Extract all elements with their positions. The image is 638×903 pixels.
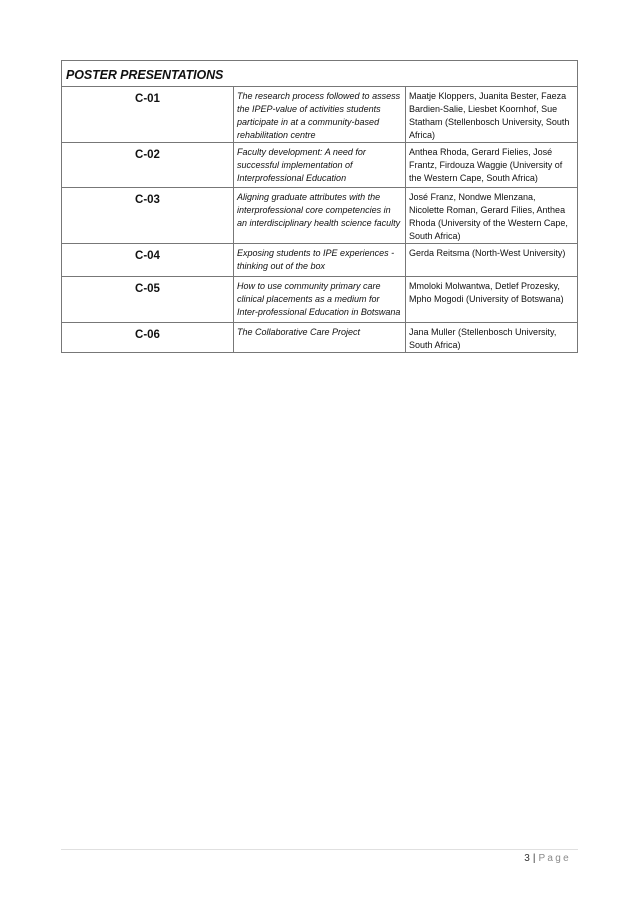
- poster-title: Aligning graduate attributes with the interprofessional core competencies in an interdisciplinary health science faculty: [237, 192, 401, 228]
- poster-code: C-03: [135, 194, 160, 206]
- poster-authors: Maatje Kloppers, Juanita Bester, Faeza Bardien-Salie, Liesbet Koornhof, Sue Statham (Stellenbosch University, South Africa): [409, 91, 570, 140]
- table-row: [62, 87, 578, 143]
- page-number: 3: [524, 853, 530, 864]
- page-footer: [524, 853, 571, 864]
- poster-authors-cell: [406, 87, 578, 143]
- table-row: [62, 188, 578, 244]
- table-header-row: [62, 61, 578, 87]
- poster-code: C-02: [135, 149, 160, 161]
- poster-authors: Gerda Reitsma (North-West University): [409, 248, 566, 258]
- poster-code-cell: [62, 277, 234, 323]
- poster-title: How to use community primary care clinical placements as a medium for Inter-professional Education in Botswana: [237, 281, 401, 317]
- footer-separator: |: [532, 853, 536, 864]
- poster-title-cell: [234, 188, 406, 244]
- poster-title-cell: [234, 277, 406, 323]
- poster-code: C-04: [135, 250, 160, 262]
- poster-code-cell: [62, 323, 234, 353]
- poster-authors-cell: [406, 188, 578, 244]
- poster-authors-cell: [406, 277, 578, 323]
- table-row: [62, 323, 578, 353]
- poster-title: Faculty development: A need for successful implementation of Interprofessional Education: [237, 147, 366, 183]
- poster-authors: Mmoloki Molwantwa, Detlef Prozesky, Mpho Mogodi (University of Botswana): [409, 281, 564, 304]
- poster-title: Exposing students to IPE experiences - thinking out of the box: [237, 248, 395, 271]
- poster-code: C-01: [135, 93, 160, 105]
- poster-code-cell: [62, 188, 234, 244]
- poster-presentations-table: [61, 60, 578, 353]
- poster-authors: José Franz, Nondwe Mlenzana, Nicolette Roman, Gerard Filies, Anthea Rhoda (University of the Western Cape, South Africa): [409, 192, 568, 241]
- poster-authors: Jana Muller (Stellenbosch University, South Africa): [409, 327, 557, 350]
- table-row: [62, 143, 578, 188]
- poster-title: The research process followed to assess the IPEP-value of activities students participate in at a community-based rehabilitation centre: [237, 91, 401, 140]
- poster-title-cell: [234, 87, 406, 143]
- poster-code-cell: [62, 143, 234, 188]
- poster-authors-cell: [406, 244, 578, 277]
- poster-code-cell: [62, 244, 234, 277]
- poster-authors-cell: [406, 143, 578, 188]
- table-heading: POSTER PRESENTATIONS: [62, 61, 578, 87]
- poster-code: C-06: [135, 329, 160, 341]
- poster-code: C-05: [135, 283, 160, 295]
- poster-title-cell: [234, 143, 406, 188]
- poster-title-cell: [234, 323, 406, 353]
- poster-code-cell: [62, 87, 234, 143]
- poster-title: The Collaborative Care Project: [237, 327, 361, 337]
- poster-authors-cell: [406, 323, 578, 353]
- footer-divider: [61, 849, 578, 850]
- page-label: Page: [538, 853, 571, 864]
- table-row: [62, 277, 578, 323]
- poster-title-cell: [234, 244, 406, 277]
- poster-authors: Anthea Rhoda, Gerard Fielies, José Frantz, Firdouza Waggie (University of the Western Cape, South Africa): [409, 147, 563, 183]
- table-row: [62, 244, 578, 277]
